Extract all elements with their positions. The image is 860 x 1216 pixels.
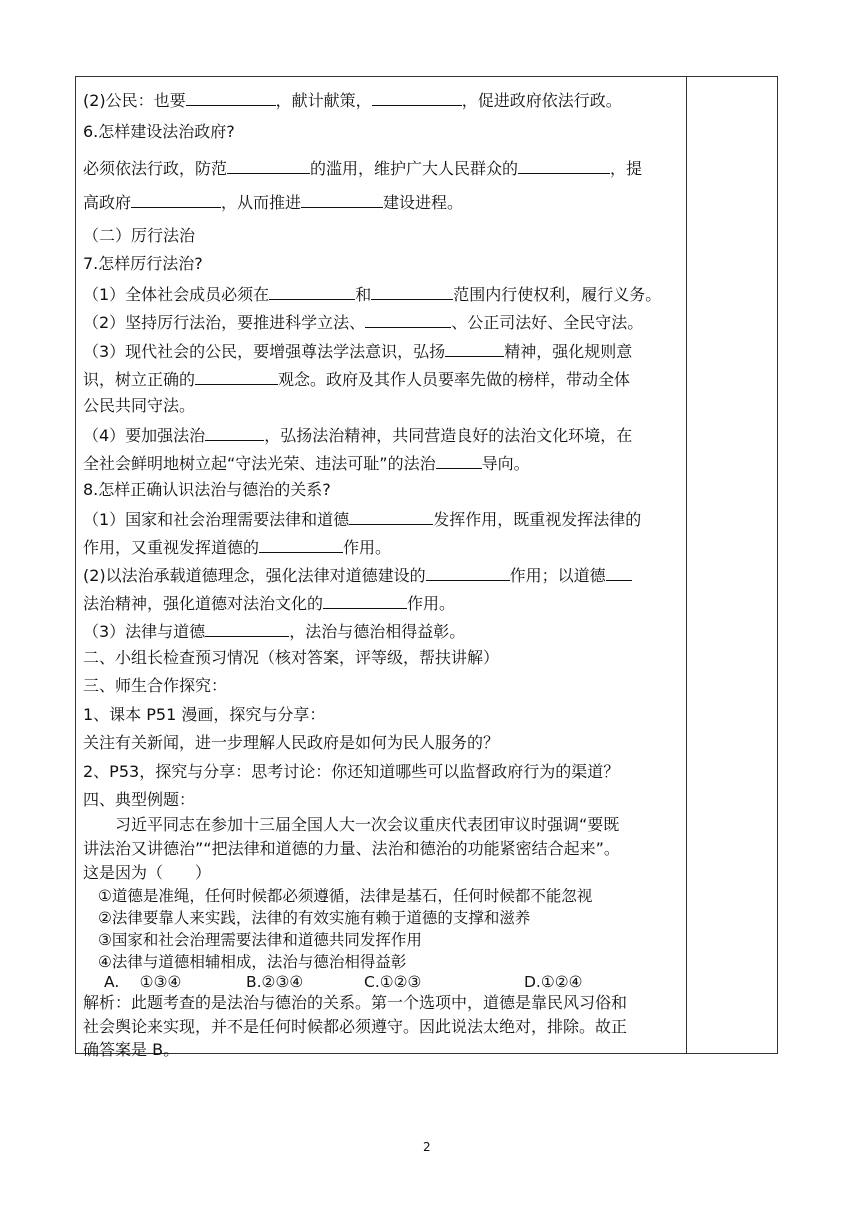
section-group-check: 二、小组长检查预习情况（核对答案，评等级，帮扶讲解） (83, 648, 500, 667)
text: 作用；以道德 (509, 566, 606, 585)
text: 作用。 (407, 594, 456, 613)
fill-blank (205, 424, 264, 441)
line-q7-3-cont (83, 368, 630, 390)
line-q7-3 (83, 340, 632, 362)
text: （1）全体社会成员必须在 (83, 285, 270, 304)
fill-blank (606, 564, 632, 581)
fill-blank (259, 536, 343, 553)
fill-blank (323, 592, 407, 609)
question-7: 7.怎样厉行法治? (83, 254, 203, 273)
text: 发挥作用，既重视发挥法律的 (433, 510, 642, 529)
line-q8-2 (83, 564, 632, 586)
line-q7-1 (83, 283, 661, 305)
line-q8-1 (83, 508, 641, 530)
text: 建设进程。 (383, 193, 464, 212)
fill-blank (371, 283, 453, 300)
fill-blank (426, 564, 510, 581)
fill-blank (436, 452, 482, 469)
text: （3）法律与道德 (83, 622, 206, 641)
line-q7-4 (83, 424, 632, 446)
text: （2）坚持厉行法治，要推进科学立法、 (83, 313, 366, 332)
text: 观念。政府及其作人员要率先做的榜样，带动全体 (278, 370, 631, 389)
text: 范围内行使权利，履行义务。 (453, 285, 662, 304)
text: 的滥用，维护广大人民群众的 (310, 159, 519, 178)
page-number: 2 (423, 1140, 431, 1154)
inquiry-2: 2、P53，探究与分享：思考讨论：你还知道哪些可以监督政府行为的渠道？ (83, 762, 620, 781)
fill-blank (301, 191, 383, 208)
text: 必须依法行政，防范 (83, 159, 228, 178)
choice-d: D.①②④ (524, 973, 583, 991)
text: 和 (355, 285, 372, 304)
choice-a: A. ①③④ (104, 973, 182, 991)
fill-blank (372, 89, 462, 106)
fill-blank (365, 311, 451, 328)
text: 全社会鲜明地树立起“守法光荣、违法可耻”的法治 (83, 454, 436, 473)
line-q7-4-cont (83, 452, 530, 474)
analysis-2: 社会舆论来实现，并不是任何时候都必须遵守。因此说法太绝对，排除。故正 (83, 1017, 628, 1036)
fill-blank (349, 508, 433, 525)
choice-c: C.①②③ (364, 973, 422, 991)
text: 精神，强化规则意 (504, 342, 633, 361)
inquiry-1-prompt: 关注有关新闻，进一步理解人民政府是如何为民人服务的？ (83, 733, 500, 752)
text: ，法治与德治相得益彰。 (289, 622, 466, 641)
text: 高政府 (83, 193, 132, 212)
text: （4）要加强法治 (83, 426, 206, 445)
text: 、公正司法好、全民守法。 (451, 313, 644, 332)
question-8: 8.怎样正确认识法治与德治的关系? (83, 480, 331, 499)
line-q7-2 (83, 311, 643, 333)
text: 作用。 (343, 538, 392, 557)
section-cooperative-inquiry: 三、师生合作探究： (83, 676, 228, 695)
option-1: ①道德是准绳，任何时候都必须遵循，法律是基石，任何时候都不能忽视 (98, 887, 593, 905)
text: 识，树立正确的 (83, 370, 196, 389)
text: ，促进政府依法行政。 (461, 91, 622, 110)
analysis-1: 解析：此题考查的是法治与德治的关系。第一个选项中，道德是靠民风习俗和 (83, 993, 628, 1012)
fill-blank (445, 340, 504, 357)
fill-blank (131, 191, 221, 208)
inquiry-1: 1、课本 P51 漫画，探究与分享： (83, 705, 326, 724)
option-3: ③国家和社会治理需要法律和道德共同发挥作用 (98, 931, 422, 949)
line-q6-answer-2 (83, 191, 463, 213)
option-2: ②法律要靠人来实践，法律的有效实施有赖于道德的支撑和滋养 (98, 909, 531, 927)
fill-blank (205, 620, 289, 637)
example-stem-2: 讲法治又讲德治”“把法律和道德的力量、法治和德治的功能紧密结合起来”。 (83, 839, 620, 858)
choice-b: B.②③④ (246, 973, 304, 991)
fill-blank (269, 283, 355, 300)
column-divider (686, 77, 687, 1053)
line-q6-answer-1 (83, 157, 642, 179)
fill-blank (518, 157, 610, 174)
line-q8-1-cont (83, 536, 391, 558)
text: （1）国家和社会治理需要法律和道德 (83, 510, 350, 529)
text: ，弘扬法治精神，共同营造良好的法治文化环境，在 (264, 426, 633, 445)
text: 法治精神，强化道德对法治文化的 (83, 594, 324, 613)
line-q8-3 (83, 620, 465, 642)
fill-blank (227, 157, 310, 174)
text: （3）现代社会的公民，要增强尊法学法意识，弘扬 (83, 342, 446, 361)
line-q8-2-cont (83, 592, 455, 614)
analysis-3: 确答案是 B。 (83, 1040, 180, 1059)
question-6: 6.怎样建设法治政府? (83, 122, 235, 141)
section-heading-rule-of-law: （二）厉行法治 (83, 226, 196, 245)
text: ，献计献策， (275, 91, 372, 110)
section-typical-example: 四、典型例题： (83, 790, 196, 809)
text: ，提 (610, 159, 643, 178)
text: (2)公民：也要 (83, 91, 186, 110)
example-stem-1: 习近平同志在参加十三届全国人大一次会议重庆代表团审议时强调“要既 (115, 815, 620, 834)
line-q7-3-end: 公民共同守法。 (83, 396, 196, 415)
example-stem-3: 这是因为（ ） (83, 863, 212, 882)
text: ，从而推进 (221, 193, 302, 212)
fill-blank (195, 368, 278, 385)
line-citizen-role (83, 89, 622, 111)
option-4: ④法律与道德相辅相成，法治与德治相得益彰 (98, 953, 407, 971)
text: (2)以法治承载道德理念，强化法律对道德建设的 (83, 566, 426, 585)
text: 作用，又重视发挥道德的 (83, 538, 260, 557)
text: 导向。 (481, 454, 530, 473)
fill-blank (186, 89, 276, 106)
